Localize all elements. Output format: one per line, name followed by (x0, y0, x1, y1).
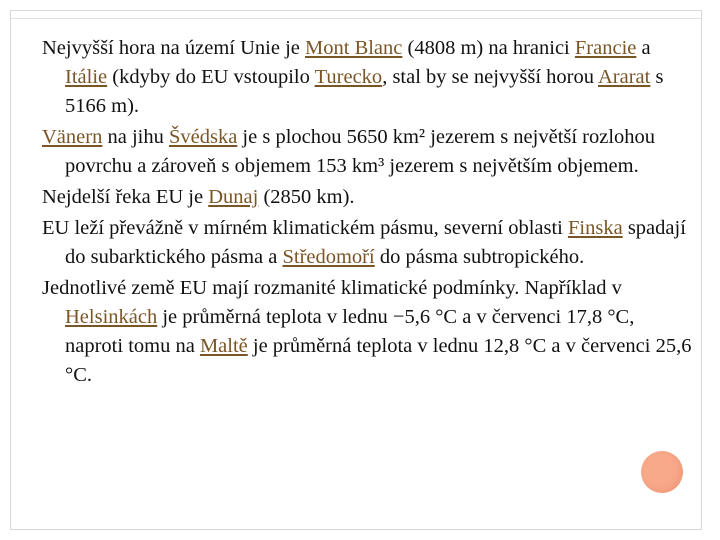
text-segment: spadají do subarktického pásma a (65, 217, 686, 268)
paragraph-longest-river (42, 183, 692, 212)
text-segment: je s plochou 5650 km² jezerem s největší rozlohou povrchu a zároveň s objemem 153 km³ jezerem s největším objemem. (65, 126, 656, 177)
link-ararat[interactable]: Ararat (598, 66, 651, 88)
text-segment: do pásma subtropického. (374, 246, 585, 268)
link-stredomori[interactable]: Středomoří (282, 246, 375, 268)
link-vanern[interactable]: Vänern (42, 126, 103, 148)
link-malte[interactable]: Maltě (199, 335, 248, 357)
text-segment: na jihu (102, 126, 169, 148)
link-helsinkach[interactable]: Helsinkách (65, 306, 158, 328)
text-segment: Jednotlivé země EU mají rozmanité klimatické podmínky. Například v (42, 277, 622, 299)
text-segment: je průměrná teplota v lednu 12,8 °C a v červenci 25,6 °C. (65, 335, 692, 386)
text-segment: je průměrná teplota v lednu −5,6 °C a v červenci 17,8 °C, naproti tomu na (65, 306, 635, 357)
text-segment: s 5166 m). (65, 66, 664, 117)
text-segment: Nejdelší řeka EU je (42, 186, 209, 208)
text-segment: (kdyby do EU vstoupilo (107, 66, 315, 88)
paragraph-temperatures (42, 274, 692, 390)
link-francie[interactable]: Francie (574, 37, 637, 59)
text-segment: , stal by se nejvyšší horou (382, 66, 598, 88)
text-segment: (2850 km). (258, 186, 355, 208)
text-segment: (4808 m) na hranici (402, 37, 575, 59)
link-italie[interactable]: Itálie (65, 66, 108, 88)
link-svedska[interactable]: Švédska (168, 126, 238, 148)
decorative-circle (641, 451, 683, 493)
paragraph-climate-zones (42, 214, 692, 272)
slide-content (42, 34, 692, 392)
text-segment: EU leží převážně v mírném klimatickém pásmu, severní oblasti (42, 217, 569, 239)
link-dunaj[interactable]: Dunaj (208, 186, 259, 208)
paragraph-highest-mountain (42, 34, 692, 121)
link-finska[interactable]: Finska (568, 217, 623, 239)
link-mont-blanc[interactable]: Mont Blanc (305, 37, 403, 59)
text-segment: Nejvyšší hora na území Unie je (42, 37, 306, 59)
text-segment: a (636, 37, 651, 59)
link-turecko[interactable]: Turecko (314, 66, 383, 88)
paragraph-largest-lake (42, 123, 692, 181)
